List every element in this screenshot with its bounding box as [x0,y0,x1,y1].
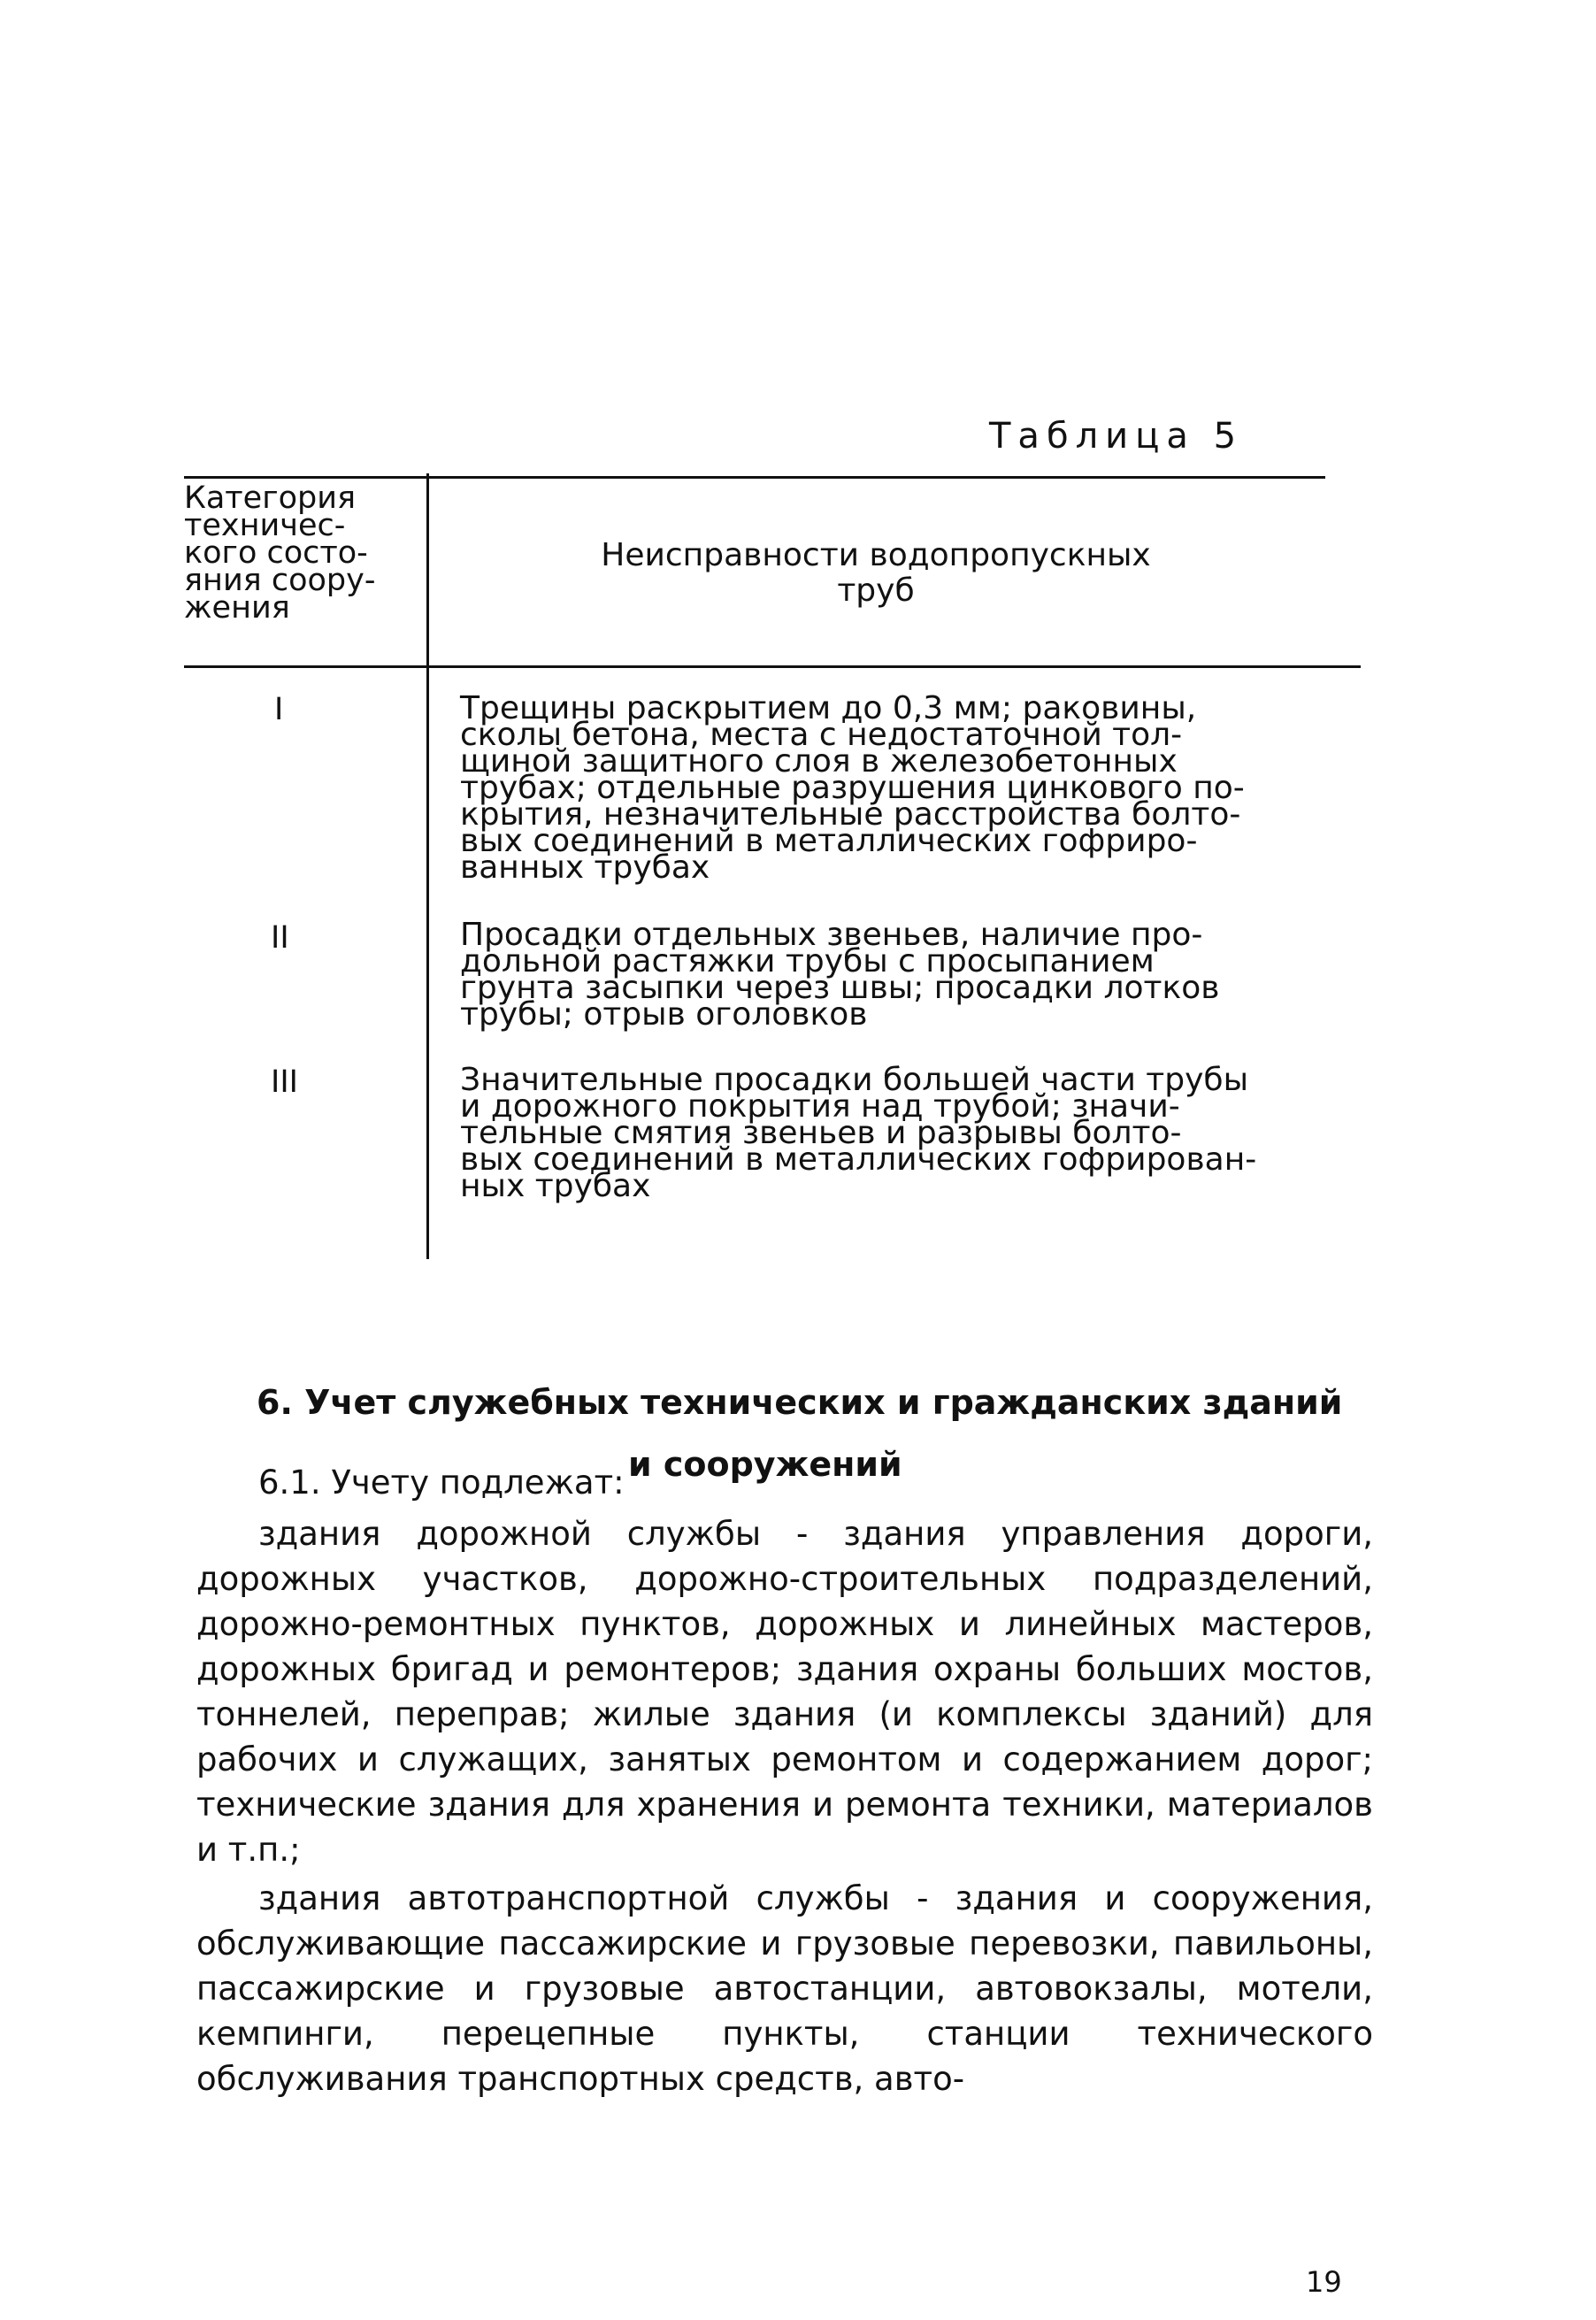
section-heading-line2: и сооружений [628,1445,902,1484]
table-top-rule [184,476,1325,479]
paragraph-text: 6.1. Учету подлежат: [258,1463,625,1502]
table-caption: Таблица 5 [989,416,1244,457]
paragraph [196,1876,1373,2101]
table-row-text: Просадки отдельных звеньев, наличие про- дольной растяжки трубы с просыпанием грунта засыпки через швы; просадки лотков трубы; отрыв оголовков [460,917,1220,1033]
table-header-category: Категория техничес- кого состо- яния соору- жения [184,480,376,626]
table-row-category: II [271,920,289,956]
paragraph-text: здания дорожной службы - здания управления дороги, дорожных участков, дорожно-строительных подразделений, дорожно-ремонтных пунктов, дорожных и линейных мастеров, дорожных бригад и ремонтеров; здания охраны больших мостов, тоннелей, переправ; жилые здания (и комплексы зданий) для рабочих и служащих, занятых ремонтом и содержанием дорог; технические здания для хранения и ремонта техники, материалов и т.п.; [196,1515,1373,1869]
table-row-category: I [274,692,284,727]
table-column-divider [426,473,429,1259]
paragraph-text: здания автотранспортной службы - здания и сооружения, обслуживающие пассажирские и грузовые перевозки, павильоны, пассажирские и грузовые автостанции, автовокзалы, мотели, кемпинги, перецепные пункты, станции технического обслуживания транспортных средств, авто- [196,1879,1373,2098]
paragraph [196,1460,1373,1505]
paragraph [196,1511,1373,1872]
table-row-category: III [271,1064,298,1100]
table-header-rule [184,665,1361,668]
table-row-text: Значительные просадки большей части трубы и дорожного покрытия над трубой; значи- тельные смятия звеньев и разрывы болто- вых соединений в металлических гофрирован- ных трубах [460,1062,1257,1204]
table-header-defects: Неисправности водопропускных труб [601,537,1151,609]
table-row-text: Трещины раскрытием до 0,3 мм; раковины, сколы бетона, места с недостаточной тол- щиной защитного слоя в железобетонных трубах; отдельные разрушения цинкового по- крытия, незначительные расстройства болто- вых соединений в металлических гофриро- ванных трубах [460,690,1245,886]
page-number: 19 [1306,2265,1342,2299]
section-heading-line1: 6. Учет служебных технических и гражданских зданий [257,1383,1343,1422]
